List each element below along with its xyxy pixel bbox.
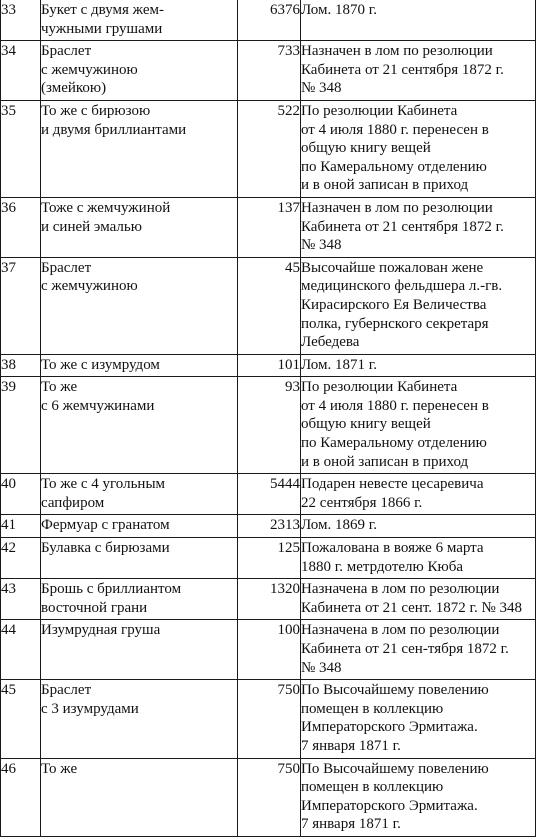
item-value: 733 bbox=[238, 41, 301, 101]
row-number: 41 bbox=[1, 515, 41, 538]
item-name: То же с 6 жемчужинами bbox=[41, 377, 238, 474]
item-name: Брошь с бриллиантом восточной грани bbox=[41, 579, 238, 620]
item-value: 125 bbox=[238, 538, 301, 579]
table-row bbox=[1, 0, 536, 41]
table-row bbox=[1, 515, 536, 538]
table-row bbox=[1, 354, 536, 377]
item-name: Букет с двумя жем- чужными грушами bbox=[41, 0, 238, 41]
item-name: То же с изумрудом bbox=[41, 354, 238, 377]
item-name: Изумрудная груша bbox=[41, 620, 238, 680]
table-body bbox=[1, 0, 536, 836]
item-note: Лом. 1869 г. bbox=[301, 515, 536, 538]
table-row bbox=[1, 377, 536, 474]
item-note: Лом. 1870 г. bbox=[301, 0, 536, 41]
row-number: 44 bbox=[1, 620, 41, 680]
item-value: 750 bbox=[238, 680, 301, 758]
item-value: 101 bbox=[238, 354, 301, 377]
item-name: Браслет с жемчужиною bbox=[41, 257, 238, 354]
item-note: По резолюции Кабинета от 4 июля 1880 г. перенесен в общую книгу вещей по Камеральному отделению и в оной записан в приход bbox=[301, 100, 536, 197]
item-value: 137 bbox=[238, 197, 301, 257]
item-name: Булавка с бирюзами bbox=[41, 538, 238, 579]
item-value: 750 bbox=[238, 758, 301, 836]
item-value: 1320 bbox=[238, 579, 301, 620]
item-note: Лом. 1871 г. bbox=[301, 354, 536, 377]
table-row bbox=[1, 680, 536, 758]
item-value: 5444 bbox=[238, 474, 301, 515]
item-name: То же с 4 угольным сапфиром bbox=[41, 474, 238, 515]
row-number: 35 bbox=[1, 100, 41, 197]
item-note: По Высочайшему повелению помещен в коллекцию Императорского Эрмитажа. 7 января 1871 г. bbox=[301, 758, 536, 836]
item-name: Фермуар с гранатом bbox=[41, 515, 238, 538]
row-number: 42 bbox=[1, 538, 41, 579]
item-note: Назначена в лом по резолюции Кабинета от 21 сент. 1872 г. № 348 bbox=[301, 579, 536, 620]
item-name: То же с бирюзою и двумя бриллиантами bbox=[41, 100, 238, 197]
row-number: 33 bbox=[1, 0, 41, 41]
item-note: Высочайше пожалован жене медицинского фельдшера л.-гв. Кирасирского Ея Величества полка, губернского секретаря Лебедева bbox=[301, 257, 536, 354]
table-row bbox=[1, 579, 536, 620]
item-note: Подарен невесте цесаревича 22 сентября 1866 г. bbox=[301, 474, 536, 515]
table-row bbox=[1, 758, 536, 836]
item-note: По резолюции Кабинета от 4 июля 1880 г. перенесен в общую книгу вещей по Камеральному отделению и в оной записан в приход bbox=[301, 377, 536, 474]
item-name: То же bbox=[41, 758, 238, 836]
row-number: 37 bbox=[1, 257, 41, 354]
item-value: 45 bbox=[238, 257, 301, 354]
item-value: 100 bbox=[238, 620, 301, 680]
row-number: 46 bbox=[1, 758, 41, 836]
item-note: Назначен в лом по резолюции Кабинета от 21 сентября 1872 г. № 348 bbox=[301, 197, 536, 257]
item-value: 2313 bbox=[238, 515, 301, 538]
item-note: Назначена в лом по резолюции Кабинета от 21 сен-тября 1872 г. № 348 bbox=[301, 620, 536, 680]
item-value: 522 bbox=[238, 100, 301, 197]
table-row bbox=[1, 197, 536, 257]
row-number: 39 bbox=[1, 377, 41, 474]
row-number: 43 bbox=[1, 579, 41, 620]
item-name: Браслет с жемчужиною (змейкою) bbox=[41, 41, 238, 101]
table-row bbox=[1, 257, 536, 354]
table-row bbox=[1, 474, 536, 515]
row-number: 45 bbox=[1, 680, 41, 758]
item-note: Назначен в лом по резолюции Кабинета от 21 сентября 1872 г. № 348 bbox=[301, 41, 536, 101]
item-note: Пожалована в вояже 6 марта 1880 г. метрдотелю Кюба bbox=[301, 538, 536, 579]
row-number: 40 bbox=[1, 474, 41, 515]
item-name: Браслет с 3 изумрудами bbox=[41, 680, 238, 758]
item-name: Тоже с жемчужиной и синей эмалью bbox=[41, 197, 238, 257]
table-row bbox=[1, 620, 536, 680]
item-value: 6376 bbox=[238, 0, 301, 41]
table-row bbox=[1, 538, 536, 579]
table-row bbox=[1, 41, 536, 101]
row-number: 34 bbox=[1, 41, 41, 101]
item-value: 93 bbox=[238, 377, 301, 474]
row-number: 36 bbox=[1, 197, 41, 257]
row-number: 38 bbox=[1, 354, 41, 377]
table-row bbox=[1, 100, 536, 197]
item-note: По Высочайшему повелению помещен в коллекцию Императорского Эрмитажа. 7 января 1871 г. bbox=[301, 680, 536, 758]
